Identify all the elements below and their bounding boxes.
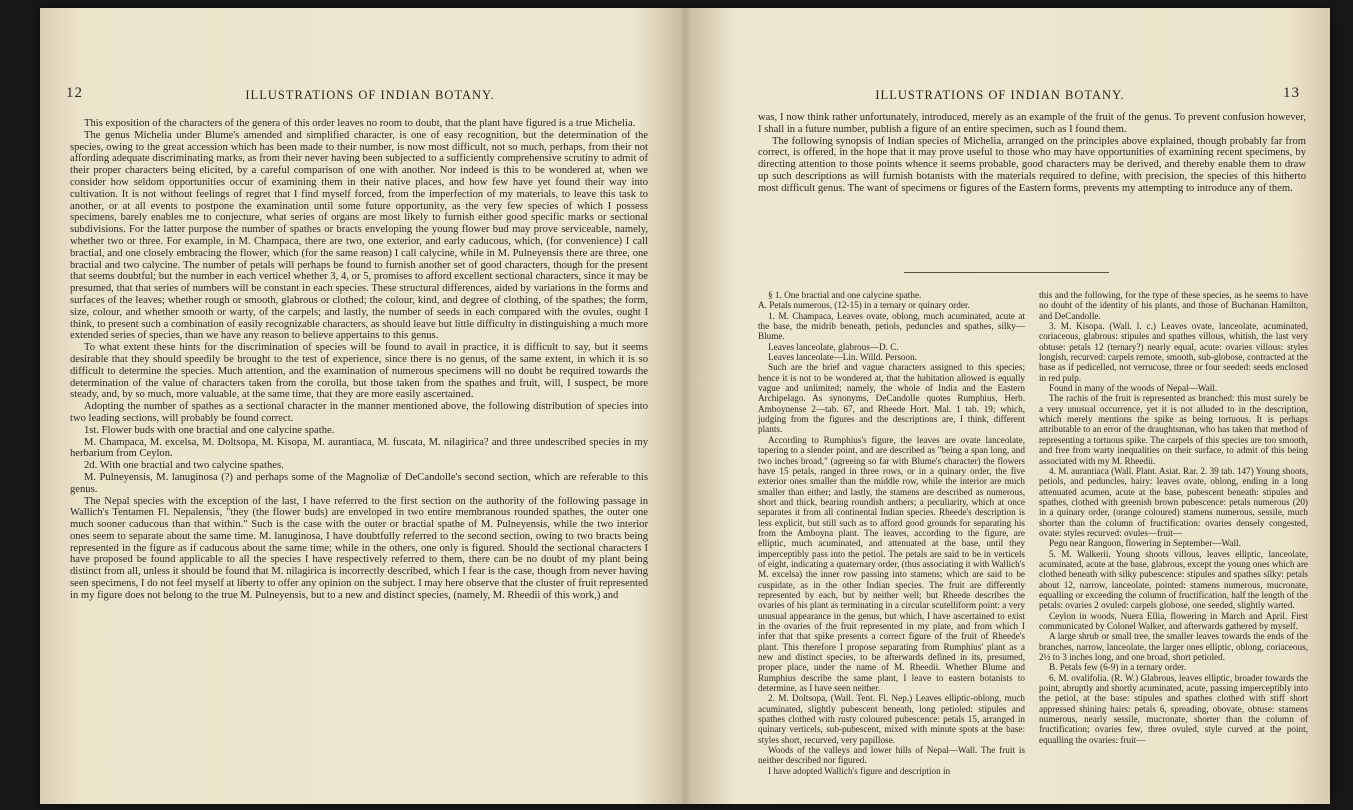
species-entry: 6. M. ovalifolia. (R. W.) Glabrous, leaves elliptic, broader towards the point, abruptly and shortly acuminated, acute, passing imperceptibly into the petiol, at the base: stipules and spathes clothed with stiff short appressed shining hairs: petals 6, spreading, obovate, obtuse: stamens numerous, nearly sessile, mucronate, shorter than the column of fructification; ovaries few, three ovuled, style curved at the point, equalling the ovaries: fruit— xyxy=(1039,672,1308,745)
left-running-head-title: ILLUSTRATIONS OF INDIAN BOTANY. xyxy=(245,88,495,102)
right-paragraph: The following synopsis of Indian species of Michelia, arranged on the principles above explained, though probably far from correct, is offered, in the hope that it may prove useful to those who may have opportunities of examining recent specimens, by directing attention to those points whence it seems probable, good characters may be derived, and thereby enable them to draw up such descriptions as will furnish botanists with the materials required to define, with precision, the species of this hitherto most difficult genus. The want of specimens or figures of the Eastern forms, prevents my attempting to introduce any of them. xyxy=(758,135,1306,194)
left-section-heading: 2d. With one bractial and two calycine spathes. xyxy=(84,460,284,472)
right-running-head xyxy=(690,85,1330,108)
right-page-number: 13 xyxy=(1283,85,1300,101)
species-entry: Ceylon in woods, Nuera Ellia, flowering in March and April. First communicated by Colonel Walker, and afterwards gathered by myself. xyxy=(1039,610,1308,631)
left-species-list: M. Champaca, M. excelsa, M. Doltsopa, M. Kisopa, M. aurantiaca, M. fuscata, M. nilagirica? and three undescribed species in my herbarium from Ceylon. xyxy=(70,436,648,460)
synopsis-column-right xyxy=(1039,290,1308,745)
species-entry: 2. M. Doltsopa, (Wall. Tent. Fl. Nep.) Leaves elliptic-oblong, much acuminated, slightly pubescent beneath, long petioled: stipules and spathes clothed with rusty coloured pubescence: petals 15, arranged in quinary verticels, sub-pubescent, mixed with minute spots at the base: styles short, recurved, very papillose. xyxy=(758,693,1025,745)
left-paragraph: This exposition of the characters of the genera of this order leaves no room to doubt, that the plant have figured is a true Michelia. xyxy=(84,118,636,129)
left-page xyxy=(40,8,680,804)
species-entry: Leaves lanceolate—Lin. Willd. Persoon. xyxy=(768,352,917,363)
left-running-head xyxy=(40,85,680,108)
book-spread xyxy=(40,8,1330,804)
species-entry: A large shrub or small tree, the smaller leaves towards the ends of the branches, narrow, lanceolate, the larger ones elliptic, oblong, coriaceous, 2½ to 3 inches long, and one broad, short petioled. xyxy=(1039,631,1308,663)
species-entry: The rachis of the fruit is represented as branched: this must surely be a very unusual occurrence, yet it is not alluded to in the description, which merely mentions the spike as being tortuous. It is perhaps attributable to an error of the draughtsman, who has taken that method of representing a tortuous spike. The carpels of this species are too smooth, and free from warty inequalities on their surface, to admit of this being associated with my M. Rheedii. xyxy=(1039,393,1308,466)
right-page xyxy=(690,8,1330,804)
left-species-list: M. Pulneyensis, M. lanuginosa (?) and perhaps some of the Magnoliæ of DeCandolle's second section, which are referable to this genus. xyxy=(70,471,648,495)
left-paragraph: Adopting the number of spathes as a sectional character in the manner mentioned above, the following distribution of species into two leading sections, will probably be found correct. xyxy=(70,401,648,424)
species-entry: 5. M. Walkerii. Young shoots villous, leaves elliptic, lanceolate, acuminated, acute at the base, glabrous, except the young ones which are clothed beneath with silky pubescence: stipules and spathes silky: petals about 12, narrow, lanceolate, pointed: stamens numerous, mucronate, equalling or exceeding the column of fructification, half the length of the petals: ovaries 2 ovuled: carpels globose, one seeded, slightly warted. xyxy=(1039,548,1308,611)
right-running-head-title: ILLUSTRATIONS OF INDIAN BOTANY. xyxy=(875,88,1125,102)
species-entry: According to Rumphius's figure, the leaves are ovate lanceolate, tapering to a slender point, and are described as "being a span long, and two inches broad," (agreeing so far with Blume's character) the flowers have 15 petals, ranged in three rows, or in a quinary order, the five exterior ones smaller than the middle row, while the interior are much smaller than either; and lastly, the stamens are described as numerous, short and thick, bearing roundish anthers; a peculiarity, which at once separates it from all continental Indian species. Rheede's description is less explicit, but still such as to afford good grounds for separating his from the Amboyna plant. The leaves, according to the figure, are elliptic, much acuminated, and attenuated at the base, until they imperceptibly pass into the petiol. The petals are said to be in verticels of eight, indicating a quaternary order, (thus associating it with Wallich's M. excelsa) the inner row passing into stamens; which are said to be cuspidate, as in the other Indian species. The fruit are differently represented by each, but by neither well; but Rheede describes the ovaries of his plant as terminating in a circular scutelliform point: a very unusual appearance in the genus, but which, I have ascertained to exist in the ovaries of the fruit represented in my plate, and from which I infer that that spike presents a correct figure of the fruit of Rheede's plant. This therefore I propose separating from Rumphius' plant as a new and distinct species, to be afterwards defined in its, presumed, proper place, under the name of M. Rheedii. Whether Blume and Rumphius describe the same plant, I leave to eastern botanists to determine, as I have seen neither. xyxy=(758,434,1025,694)
species-entry: Found in many of the woods of Nepal—Wall. xyxy=(1049,383,1218,394)
synopsis-heading: § 1. One bractial and one calycine spathe. xyxy=(768,290,922,300)
left-section-heading: 1st. Flower buds with one bractial and one calycine spathe. xyxy=(84,424,335,436)
left-body-text xyxy=(70,118,648,602)
species-entry: 3. M. Kisopa. (Wall. l. c.) Leaves ovate, lanceolate, acuminated, coriaceous, glabrous: stipules and spathes villous, whitish, the last very obtuse: petals 12 (ternary?) nearly equal, acute: ovaries villous: styles longish, recurved: carpels remote, smooth, sub-globose, contracted at the base as if pedicelled, not verrucose, three or four seeded: seeds enclosed in red pulp. xyxy=(1039,321,1308,383)
synopsis-subheading: B. Petals few (6-9) in a ternary order. xyxy=(1049,662,1186,673)
species-entry: Pegu near Rangoon, flowering in September—Wall. xyxy=(1049,538,1241,549)
species-entry: this and the following, for the type of these species, as he seems to have no doubt of the identity of his plants, and those of Buchanan Hamilton, and DeCandolle. xyxy=(1039,290,1308,321)
left-paragraph: To what extent these hints for the discrimination of species will be found to avail in practice, it is difficult to say, but it seems desirable that they should speedily be brought to the test of experience, since there is no genus, of the same extent, in which it is so difficult to determine the species. Much attention, and the examination of numerous specimens will no doubt be required towards the determination of the value of characters taken from the corolla, but those taken from the spathes and fruit, will, I suspect, be more steady, and, by so much, more valuable, at the same time, that they are more easily ascertained. xyxy=(70,342,648,401)
left-paragraph: The genus Michelia under Blume's amended and simplified character, is one of easy recognition, but the determination of the species, owing to the great accession which has been made to their number, is now most difficult, not so much, perhaps, from their not affording adequate discriminating marks, as from their never having been subjected to a sufficiently comprehensive scrutiny to admit of their proper characters being elicited, by a careful comparison of one with another. Nor indeed is this to be wondered at, when we consider how seldom opportunities occur of examining them in their native places, and how few have yet found their way into cultivation. It is not without feelings of regret that I find myself forced, from the imperfection of my materials, to leave this task to another, or at all events to postpone the examination until some future opportunity, as the very few species of which I possess specimens, barely enables me to conjecture, what series of organs are most likely to furnish either good specific marks or sectional subdivisions. For the latter purpose the number of spathes or bracts enveloping the young flower bud may prove serviceable, namely, whether two or three. For example, in M. Champaca, there are two, one exterior, and early caducous, which, (for convenience) I call bractial, and one closely embracing the flower, which (for the same reason) I call calycine, while in M. Pulneyensis there are three, one bractial and two calycine. The number of petals will perhaps be found to furnish another set of good characters, though for the present that seems doubtful; but the number in each verticel whether 3, 4, or 5, promises to afford excellent sectional characters, since it may be presumed, that that series of numbers will be constant in each species. These structural differences, aided by variations in the forms and surfaces of the leaves; whether rough or smooth, glabrous or clothed; the colour, kind, and degree of clothing, of the spathes; the form, size, colour, and whether smooth or warty, of the carpels; and lastly, the number of seeds in each compared with the ovules, ought I think, to present such a combination of easily recognizable characters, as should leave but little difficulty in distinguishing a much more extended series of species, than we have any reason to believe appertains to this genus. xyxy=(70,129,648,342)
species-entry: I have adopted Wallich's figure and description in xyxy=(768,765,951,776)
species-entry: Woods of the valleys and lower hills of Nepal—Wall. The fruit is neither described nor figured. xyxy=(758,745,1025,766)
species-entry: 4. M. aurantiaca (Wall. Plant. Asiat. Rar. 2. 39 tab. 147) Young shoots, petiols, and peduncles, hairy: leaves ovate, oblong, ending in a long attenuated acumen, acute at the base, pubescent beneath: stipules and spathes, clothed with greenish brown pubescence: petals numerous (20) in a quinary order, (orange coloured) stamens numerous, sessile, much shorter than the column of fructification: ovaries densely congested, ovate: styles recurved: ovules—fruit— xyxy=(1039,465,1308,538)
left-paragraph: The Nepal species with the exception of the last, I have referred to the first section on the authority of the following passage in Wallich's Tentamen Fl. Nepalensis, "they (the flower buds) are enveloped in two entire membranous rounded spathes, the outer one much sooner caducous than that within." Such is the case with the outer or bractial spathe of M. Pulneyensis, while the two interior ones seem to separate about the same time. M. lanuginosa, I have doubtfully referred to the second section, owing to two bracts being represented in the figure as if caducous about the same time; while in the others, one only is figured. Should the sectional characters I have proposed be found applicable to all the species I have respectively referred to them, there can be no doubt of my plant being distinct from all, unless it should be found that M. nilagirica is incorrectly described, which I fear is the case, though from never having seen specimens, I do not feel myself at liberty to offer any opinion on the subject. I may here observe that the cluster of fruit represented in my figure does not belong to the true M. Pulneyensis, but to a new and distinct species, (namely, M. Rheedii of this work,) and xyxy=(70,495,648,601)
synopsis-column-left xyxy=(758,290,1025,776)
species-entry: Leaves lanceolate, glabrous—D. C. xyxy=(768,341,899,352)
right-body-text xyxy=(758,112,1306,195)
synopsis-subheading: A. Petals numerous, (12-15) in a ternary or quinary order. xyxy=(758,300,970,311)
species-entry: Such are the brief and vague characters assigned to this species; hence it is not to be wondered at, that the habitation allowed is equally vague and unlimited; namely, the whole of India and the Eastern Archipelago. As synonyms, DeCandolle quotes Rumphius, Herb. Amboynense 2—tab. 67, and Rheede Hort. Mal. 1 tab. 19; which, judging from the figures and the descriptions are, I think, different plants. xyxy=(758,362,1025,435)
left-page-number: 12 xyxy=(66,85,83,101)
right-paragraph: was, I now think rather unfortunately, introduced, merely as an example of the fruit of the genus. To prevent confusion however, I shall in a future number, publish a figure of an entire specimen, such as I found them. xyxy=(758,112,1306,135)
species-entry: 1. M. Champaca, Leaves ovate, oblong, much acuminated, acute at the base, the midrib beneath, petiols, peduncles and spathes, silky—Blume. xyxy=(758,310,1025,342)
section-rule xyxy=(904,272,1109,273)
